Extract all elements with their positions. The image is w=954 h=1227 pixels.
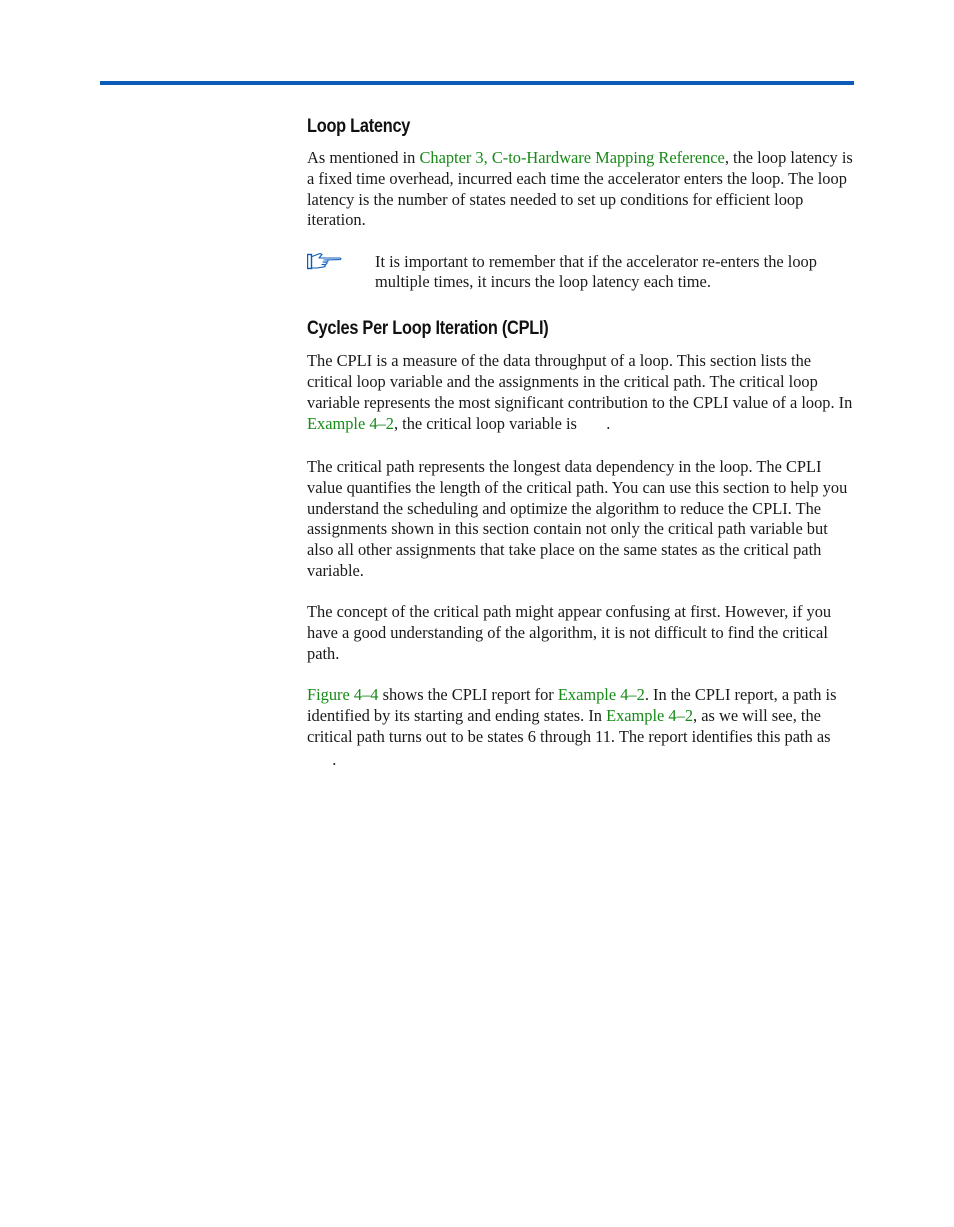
pointing-hand-icon [307, 252, 343, 272]
link-figure-4-4[interactable]: Figure 4–4 [307, 685, 379, 705]
code-path-id: 6->11 [307, 730, 852, 770]
paragraph-critical-path-concept: The concept of the critical path might appear confusing at first. However, if you have a good understanding of the algorithm, it is not difficult to find the critical path. [307, 602, 832, 663]
note-block [307, 252, 855, 294]
paragraph-critical-path: The critical path represents the longest data dependency in the loop. The CPLI value quantifies the length of the critical path. You can use this section to help you understand the scheduling and optimize the algorithm to reduce the CPLI. The assignments shown in this section contain not only the critical path variable but also all other assignments that take place on the same states as the critical path variable. [307, 456, 848, 580]
header-rule [100, 81, 854, 85]
code-critical-variable: val [581, 417, 607, 434]
note-text: It is important to remember that if the accelerator re-enters the loop multiple times, it incurs the loop latency each time. [375, 251, 817, 292]
page-content [307, 114, 855, 772]
heading-cpli: Cycles Per Loop Iteration (CPLI) [307, 318, 549, 340]
paragraph-cpli-report: Figure 4–4 shows the CPLI report for Example 4–2. In the CPLI report, a path is identified by its starting and ending states. In Example 4–2, as we will see, the critical path turns out to be states 6 through 11. The report identifies this path as 6->11. [307, 685, 852, 770]
link-chapter-3[interactable]: Chapter 3, C-to-Hardware Mapping Reference [419, 148, 725, 167]
link-example-4-2[interactable]: Example 4–2 [606, 705, 694, 725]
paragraph-cpli-intro: The CPLI is a measure of the data throughput of a loop. This section lists the critical loop variable and the assignments in the critical path. The critical loop variable represents the most significant contribution to the CPLI value of a loop. In Example 4–2, the critical loop variable is val. [307, 351, 853, 434]
paragraph-loop-latency: As mentioned in Chapter 3, C-to-Hardware Mapping Reference, the loop latency is a fixed time overhead, incurred each time the accelerator enters the loop. The loop latency is the number of states needed to set up conditions for efficient loop iteration. [307, 148, 853, 230]
heading-loop-latency: Loop Latency [307, 116, 411, 137]
link-example-4-2[interactable]: Example 4–2 [557, 685, 645, 705]
link-example-4-2[interactable]: Example 4–2 [307, 413, 394, 433]
